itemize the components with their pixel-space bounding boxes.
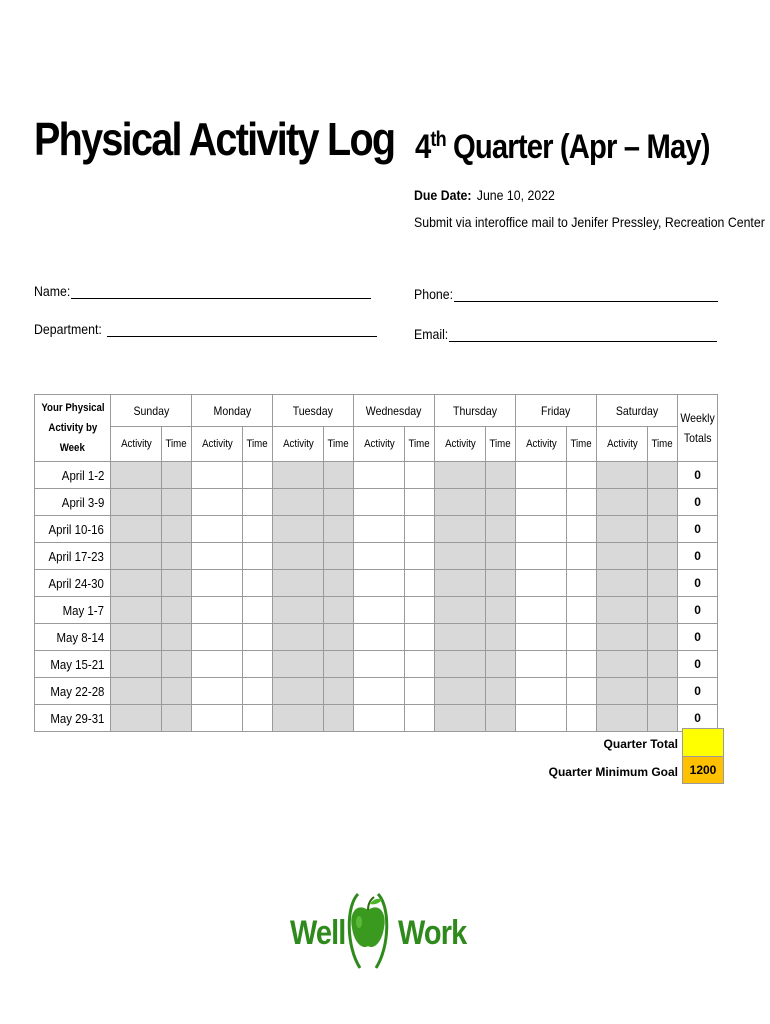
- table-row: [35, 705, 718, 732]
- activity-cell[interactable]: [111, 705, 162, 732]
- time-cell[interactable]: [648, 624, 678, 651]
- activity-cell[interactable]: [516, 705, 567, 732]
- time-cell[interactable]: [648, 597, 678, 624]
- apple-icon: [344, 884, 392, 974]
- activity-cell[interactable]: [192, 678, 243, 705]
- activity-cell[interactable]: [273, 678, 324, 705]
- time-cell[interactable]: [324, 462, 354, 489]
- activity-table: [34, 394, 718, 732]
- activity-cell[interactable]: [516, 651, 567, 678]
- time-cell[interactable]: [162, 651, 192, 678]
- weekly-total-cell: 0: [678, 651, 718, 678]
- day-header-thursday: Thursday: [435, 395, 516, 427]
- time-cell[interactable]: [243, 570, 273, 597]
- activity-cell[interactable]: [516, 624, 567, 651]
- wellwork-logo: [288, 884, 467, 974]
- quarter-range: Quarter (Apr – May): [445, 128, 710, 166]
- week-column-header: Your Physical Activity by Week: [35, 395, 111, 462]
- weekly-total-cell: 0: [678, 705, 718, 732]
- time-cell[interactable]: [162, 705, 192, 732]
- activity-cell[interactable]: [192, 651, 243, 678]
- time-cell[interactable]: [324, 543, 354, 570]
- department-line[interactable]: [107, 324, 377, 337]
- activity-cell[interactable]: [435, 651, 486, 678]
- day-header-saturday: Saturday: [597, 395, 678, 427]
- subheader-activity: Activity: [192, 427, 243, 462]
- activity-cell[interactable]: [273, 624, 324, 651]
- time-cell[interactable]: [162, 678, 192, 705]
- name-label: Name:: [34, 283, 71, 299]
- weekly-total-cell: 0: [678, 570, 718, 597]
- name-line[interactable]: [71, 286, 371, 299]
- time-cell[interactable]: [243, 489, 273, 516]
- activity-cell[interactable]: [273, 516, 324, 543]
- time-cell[interactable]: [486, 489, 516, 516]
- time-cell[interactable]: [405, 678, 435, 705]
- subheader-time: Time: [648, 427, 678, 462]
- time-cell[interactable]: [405, 705, 435, 732]
- activity-cell[interactable]: [273, 597, 324, 624]
- activity-cell[interactable]: [273, 570, 324, 597]
- week-label: May 22-28: [35, 678, 111, 705]
- activity-cell[interactable]: [111, 462, 162, 489]
- table-row: [35, 570, 718, 597]
- time-cell[interactable]: [567, 651, 597, 678]
- activity-cell[interactable]: [597, 624, 648, 651]
- activity-cell[interactable]: [192, 624, 243, 651]
- time-cell[interactable]: [567, 705, 597, 732]
- subheader-time: Time: [324, 427, 354, 462]
- time-cell[interactable]: [648, 489, 678, 516]
- subheader-activity: Activity: [597, 427, 648, 462]
- time-cell[interactable]: [648, 543, 678, 570]
- subheader-activity: Activity: [354, 427, 405, 462]
- subheader-time: Time: [162, 427, 192, 462]
- activity-cell[interactable]: [111, 516, 162, 543]
- time-cell[interactable]: [648, 462, 678, 489]
- table-row: [35, 624, 718, 651]
- table-row: [35, 597, 718, 624]
- phone-line[interactable]: [454, 289, 718, 302]
- time-cell[interactable]: [405, 651, 435, 678]
- time-cell[interactable]: [324, 489, 354, 516]
- subheader-time: Time: [567, 427, 597, 462]
- time-cell[interactable]: [567, 489, 597, 516]
- time-cell[interactable]: [243, 597, 273, 624]
- time-cell[interactable]: [162, 516, 192, 543]
- table-row: [35, 462, 718, 489]
- time-cell[interactable]: [486, 651, 516, 678]
- activity-cell[interactable]: [111, 597, 162, 624]
- quarter-number: 4: [415, 128, 431, 166]
- activity-cell[interactable]: [435, 705, 486, 732]
- week-rows: [35, 462, 718, 732]
- weekly-total-cell: 0: [678, 516, 718, 543]
- activity-cell[interactable]: [192, 543, 243, 570]
- day-header-friday: Friday: [516, 395, 597, 427]
- department-label: Department:: [34, 321, 102, 337]
- time-cell[interactable]: [243, 705, 273, 732]
- time-cell[interactable]: [648, 651, 678, 678]
- time-cell[interactable]: [567, 543, 597, 570]
- time-cell[interactable]: [567, 516, 597, 543]
- time-cell[interactable]: [648, 678, 678, 705]
- due-date: [414, 187, 555, 203]
- activity-cell[interactable]: [516, 489, 567, 516]
- time-cell[interactable]: [405, 570, 435, 597]
- activity-cell[interactable]: [192, 705, 243, 732]
- activity-cell[interactable]: [111, 570, 162, 597]
- activity-cell[interactable]: [435, 570, 486, 597]
- time-cell[interactable]: [243, 624, 273, 651]
- week-label: May 1-7: [35, 597, 111, 624]
- time-cell[interactable]: [567, 624, 597, 651]
- department-field[interactable]: [34, 321, 377, 337]
- day-header-tuesday: Tuesday: [273, 395, 354, 427]
- due-date-label: Due Date:: [414, 187, 472, 203]
- time-cell[interactable]: [567, 462, 597, 489]
- activity-cell[interactable]: [192, 462, 243, 489]
- day-header-sunday: Sunday: [111, 395, 192, 427]
- subheader-time: Time: [243, 427, 273, 462]
- activity-cell[interactable]: [516, 462, 567, 489]
- activity-cell[interactable]: [273, 651, 324, 678]
- subheader-time: Time: [405, 427, 435, 462]
- logo-text-well: Well: [290, 914, 346, 952]
- activity-cell[interactable]: [435, 624, 486, 651]
- activity-cell[interactable]: [273, 462, 324, 489]
- quarter-total-cell[interactable]: [682, 728, 724, 758]
- activity-cell[interactable]: [354, 489, 405, 516]
- time-cell[interactable]: [162, 462, 192, 489]
- phone-label: Phone:: [414, 286, 454, 302]
- activity-cell[interactable]: [597, 462, 648, 489]
- subheader-row: [35, 427, 718, 462]
- activity-cell[interactable]: [597, 678, 648, 705]
- weekly-total-cell: 0: [678, 489, 718, 516]
- week-label: May 8-14: [35, 624, 111, 651]
- activity-cell[interactable]: [273, 489, 324, 516]
- time-cell[interactable]: [405, 597, 435, 624]
- time-cell[interactable]: [162, 597, 192, 624]
- activity-cell[interactable]: [354, 516, 405, 543]
- phone-field[interactable]: [414, 286, 718, 302]
- time-cell[interactable]: [324, 597, 354, 624]
- activity-cell[interactable]: [111, 543, 162, 570]
- weekly-total-cell: 0: [678, 678, 718, 705]
- activity-cell[interactable]: [354, 597, 405, 624]
- activity-cell[interactable]: [597, 516, 648, 543]
- weekly-total-cell: 0: [678, 597, 718, 624]
- table-row: [35, 678, 718, 705]
- activity-cell[interactable]: [111, 624, 162, 651]
- time-cell[interactable]: [486, 597, 516, 624]
- day-header-wednesday: Wednesday: [354, 395, 435, 427]
- time-cell[interactable]: [405, 624, 435, 651]
- time-cell[interactable]: [486, 462, 516, 489]
- activity-cell[interactable]: [435, 462, 486, 489]
- time-cell[interactable]: [162, 624, 192, 651]
- time-cell[interactable]: [324, 516, 354, 543]
- activity-cell[interactable]: [597, 543, 648, 570]
- time-cell[interactable]: [486, 516, 516, 543]
- week-label: April 17-23: [35, 543, 111, 570]
- time-cell[interactable]: [324, 705, 354, 732]
- activity-cell[interactable]: [597, 570, 648, 597]
- activity-cell[interactable]: [435, 678, 486, 705]
- time-cell[interactable]: [648, 570, 678, 597]
- time-cell[interactable]: [243, 516, 273, 543]
- table-row: [35, 516, 718, 543]
- time-cell[interactable]: [486, 570, 516, 597]
- time-cell[interactable]: [405, 462, 435, 489]
- activity-cell[interactable]: [192, 489, 243, 516]
- activity-cell[interactable]: [516, 570, 567, 597]
- name-field[interactable]: [34, 283, 371, 299]
- time-cell[interactable]: [243, 651, 273, 678]
- subheader-activity: Activity: [516, 427, 567, 462]
- week-label: April 3-9: [35, 489, 111, 516]
- time-cell[interactable]: [324, 570, 354, 597]
- email-line[interactable]: [449, 329, 717, 342]
- email-label: Email:: [414, 326, 449, 342]
- time-cell[interactable]: [324, 624, 354, 651]
- time-cell[interactable]: [486, 543, 516, 570]
- submit-instructions: Submit via interoffice mail to Jenifer Pressley, Recreation Center: [414, 214, 765, 230]
- subheader-activity: Activity: [111, 427, 162, 462]
- time-cell[interactable]: [243, 678, 273, 705]
- time-cell[interactable]: [405, 489, 435, 516]
- logo-text-work: Work: [398, 914, 467, 952]
- weekly-total-cell: 0: [678, 624, 718, 651]
- activity-cell[interactable]: [354, 705, 405, 732]
- activity-cell[interactable]: [111, 489, 162, 516]
- time-cell[interactable]: [324, 651, 354, 678]
- activity-cell[interactable]: [192, 570, 243, 597]
- table-row: [35, 651, 718, 678]
- quarter-goal-cell: 1200: [682, 756, 724, 784]
- day-header-monday: Monday: [192, 395, 273, 427]
- activity-cell[interactable]: [192, 597, 243, 624]
- activity-cell[interactable]: [354, 678, 405, 705]
- time-cell[interactable]: [405, 516, 435, 543]
- time-cell[interactable]: [162, 489, 192, 516]
- activity-cell[interactable]: [354, 570, 405, 597]
- activity-cell[interactable]: [273, 543, 324, 570]
- week-label: May 29-31: [35, 705, 111, 732]
- time-cell[interactable]: [567, 597, 597, 624]
- activity-cell[interactable]: [435, 489, 486, 516]
- due-date-value: June 10, 2022: [476, 187, 555, 203]
- quarter-title: [415, 128, 710, 167]
- table-row: [35, 543, 718, 570]
- time-cell[interactable]: [486, 678, 516, 705]
- time-cell[interactable]: [567, 678, 597, 705]
- activity-cell[interactable]: [435, 597, 486, 624]
- weekly-totals-header: Weekly Totals: [678, 395, 718, 462]
- activity-cell[interactable]: [192, 516, 243, 543]
- time-cell[interactable]: [405, 543, 435, 570]
- time-cell[interactable]: [243, 462, 273, 489]
- activity-cell[interactable]: [597, 597, 648, 624]
- activity-cell[interactable]: [516, 543, 567, 570]
- activity-cell[interactable]: [111, 678, 162, 705]
- week-label: April 24-30: [35, 570, 111, 597]
- time-cell[interactable]: [486, 705, 516, 732]
- week-label: May 15-21: [35, 651, 111, 678]
- subheader-time: Time: [486, 427, 516, 462]
- activity-cell[interactable]: [273, 705, 324, 732]
- time-cell[interactable]: [162, 543, 192, 570]
- activity-cell[interactable]: [516, 516, 567, 543]
- table-row: [35, 489, 718, 516]
- quarter-goal-label: Quarter Minimum Goal: [548, 765, 678, 779]
- time-cell[interactable]: [243, 543, 273, 570]
- time-cell[interactable]: [486, 624, 516, 651]
- activity-cell[interactable]: [354, 624, 405, 651]
- activity-cell[interactable]: [111, 651, 162, 678]
- time-cell[interactable]: [648, 705, 678, 732]
- activity-cell[interactable]: [435, 543, 486, 570]
- quarter-total-label: Quarter Total: [603, 737, 678, 751]
- week-label: April 10-16: [35, 516, 111, 543]
- time-cell[interactable]: [162, 570, 192, 597]
- week-label: April 1-2: [35, 462, 111, 489]
- activity-cell[interactable]: [354, 651, 405, 678]
- weekly-total-cell: 0: [678, 462, 718, 489]
- activity-cell[interactable]: [354, 462, 405, 489]
- time-cell[interactable]: [567, 570, 597, 597]
- subheader-activity: Activity: [273, 427, 324, 462]
- activity-cell[interactable]: [354, 543, 405, 570]
- quarter-suffix: th: [430, 128, 446, 151]
- activity-cell[interactable]: [516, 597, 567, 624]
- page-title: Physical Activity Log: [34, 113, 395, 165]
- activity-cell[interactable]: [516, 678, 567, 705]
- time-cell[interactable]: [648, 516, 678, 543]
- activity-cell[interactable]: [435, 516, 486, 543]
- email-field[interactable]: [414, 326, 717, 342]
- activity-cell[interactable]: [597, 705, 648, 732]
- time-cell[interactable]: [324, 678, 354, 705]
- activity-cell[interactable]: [597, 651, 648, 678]
- weekly-total-cell: 0: [678, 543, 718, 570]
- activity-cell[interactable]: [597, 489, 648, 516]
- subheader-activity: Activity: [435, 427, 486, 462]
